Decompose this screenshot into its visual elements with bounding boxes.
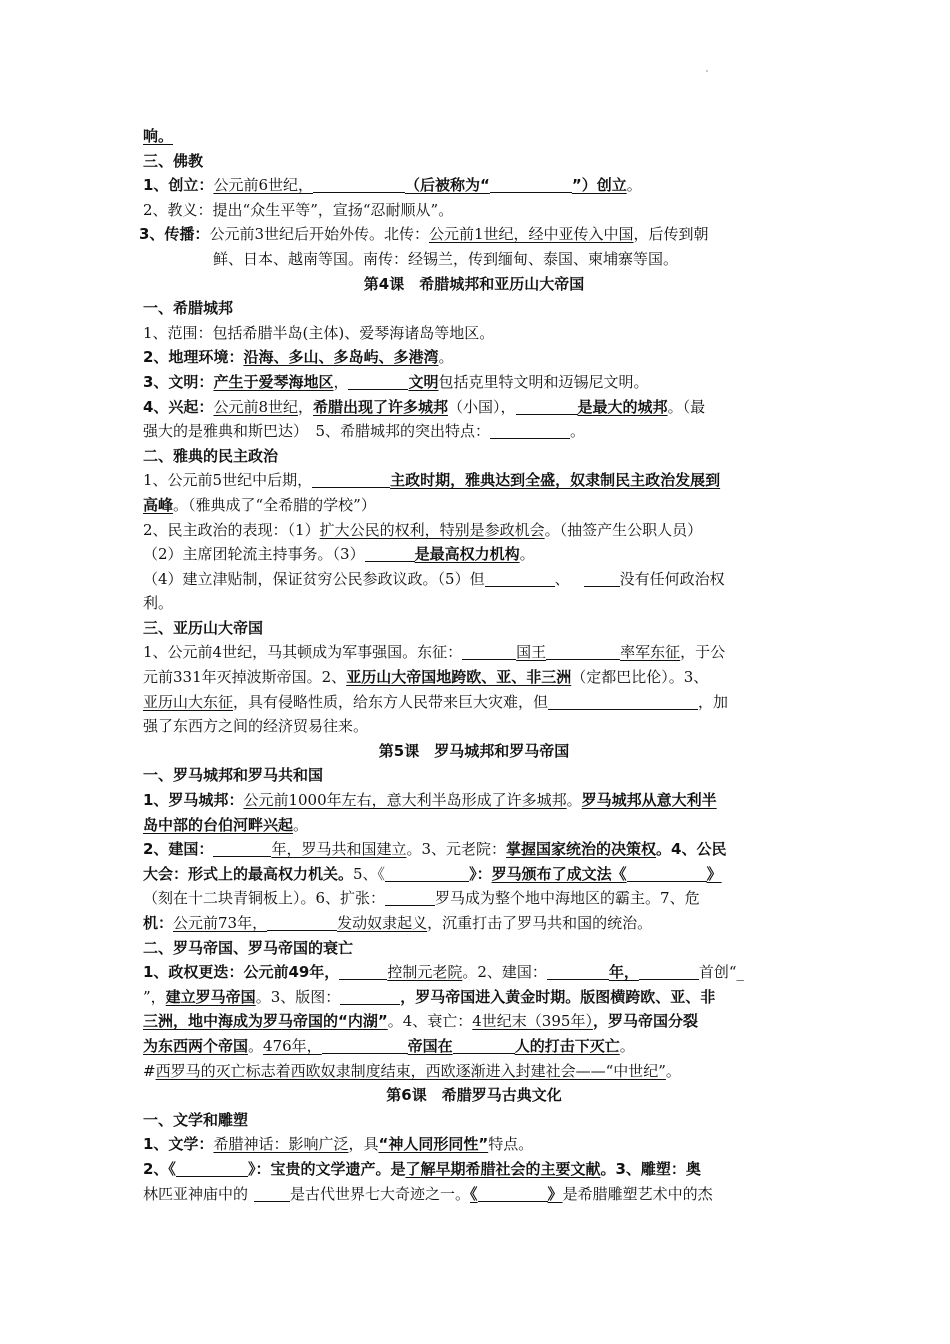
text-segment: 建立罗马帝国	[165, 987, 256, 1006]
text-segment: 。	[248, 1036, 264, 1055]
fill-in-blank	[254, 1186, 290, 1202]
text-segment: 首创“_	[698, 963, 745, 982]
text-segment: 2、《	[143, 1159, 176, 1178]
text-segment: 是古代世界七大奇迹之一。	[290, 1184, 471, 1203]
text-segment: 亚历山大东征	[143, 692, 234, 711]
text-line	[143, 714, 805, 739]
section-heading: 一、文学和雕塑	[143, 1110, 249, 1129]
fill-in-blank	[478, 1186, 548, 1202]
section-heading: 三、佛教	[143, 151, 204, 170]
text-segment: 》	[547, 1184, 563, 1203]
text-segment: 1、文学：	[143, 1135, 214, 1154]
text-segment: 。3、版图：	[255, 987, 341, 1006]
text-line	[143, 468, 805, 493]
text-segment: 掌握国家统治的决策权	[506, 840, 657, 859]
text-segment: 希腊出现了许多城邦	[313, 397, 449, 416]
text-line	[143, 370, 805, 395]
text-line	[143, 198, 805, 223]
fill-in-blank	[312, 472, 390, 488]
text-segment: 罗马城邦从意大利半	[581, 791, 717, 810]
text-segment: 1、罗马城邦：	[143, 791, 244, 810]
fill-in-blank	[584, 571, 620, 587]
text-segment: 4、兴起：	[143, 397, 214, 416]
text-segment: 。（雅典成了“全希腊的学校”）	[173, 495, 376, 514]
fill-in-blank	[490, 423, 570, 439]
text-line	[143, 690, 805, 715]
fill-in-blank	[213, 841, 271, 857]
text-segment: 利。	[143, 594, 174, 613]
text-segment: 亚历山大帝国地跨欧、亚、非三洲	[346, 668, 572, 687]
text-segment: 机：	[143, 914, 174, 932]
text-segment: 了解早期希腊社会的主要文献	[405, 1159, 601, 1178]
text-line	[143, 518, 805, 543]
text-segment: 。	[665, 1061, 681, 1080]
text-segment: 高峰	[143, 495, 174, 514]
lesson-title: 第4课 希腊城邦和亚历山大帝国	[363, 274, 585, 293]
fill-in-blank	[547, 964, 609, 980]
text-segment: 三洲，地中海成为罗马帝国的“内湖”	[143, 1012, 388, 1031]
text-line	[143, 173, 805, 198]
text-segment: 。	[293, 815, 309, 834]
text-segment: 2、地理环境：	[143, 348, 244, 367]
text-segment: 。	[438, 348, 454, 367]
text-segment: 国王	[516, 643, 547, 662]
text-segment: ，罗马帝国分裂	[592, 1012, 698, 1031]
text-segment: ，罗马帝国进入黄金时期。版图横跨欧、亚、非	[400, 987, 716, 1006]
text-segment: ”，	[143, 987, 166, 1006]
text-segment: #	[143, 1061, 156, 1080]
text-segment: （刻在十二块青铜板上）。6、扩张：	[143, 889, 386, 908]
text-segment: 元前331年灭掉波斯帝国。2、	[143, 668, 347, 687]
fill-in-blank	[339, 964, 387, 980]
text-segment: 年，	[608, 963, 639, 982]
text-segment: 产生于爱琴海地区	[213, 372, 334, 391]
fill-in-blank	[516, 399, 578, 415]
fill-in-blank	[365, 546, 415, 562]
text-line	[143, 345, 805, 370]
text-segment: （定都巴比伦）。3、	[571, 668, 709, 687]
text-segment: 1、政权更迭：公元前49年，	[143, 963, 340, 982]
text-line	[143, 493, 805, 518]
document-body	[139, 124, 805, 1206]
text-segment: 公元前73年，	[173, 914, 268, 932]
fill-in-blank	[340, 989, 400, 1005]
text-segment: 文明	[408, 372, 439, 391]
text-segment: 2、教义：提出“众生平等”，宣扬“忍耐顺从”。	[143, 200, 454, 219]
section-heading: 三、亚历山大帝国	[143, 618, 264, 637]
text-segment: 1、公元前5世纪中后期，	[143, 471, 313, 490]
text-segment: 》：宝贵的文学遗产。是	[247, 1159, 406, 1178]
text-segment: 。	[570, 422, 586, 441]
lesson-title: 第5课 罗马城邦和罗马帝国	[378, 741, 570, 760]
fill-in-blank	[267, 915, 337, 931]
text-line	[143, 640, 805, 665]
text-segment: ，	[333, 372, 349, 391]
text-segment: 强大的是雅典和斯巴达） 5、希腊城邦的突出特点：	[143, 422, 491, 441]
text-segment: 1、范围：包括希腊半岛(主体)、爱琴海诸岛等地区。	[143, 323, 495, 342]
text-segment: ，	[297, 397, 313, 416]
text-segment: 鲜、日本、越南等国。南传：经锡兰，传到缅甸、泰国、柬埔寨等国。	[213, 249, 679, 268]
text-segment: 为东西两个帝国	[143, 1036, 249, 1055]
text-segment: ，沉重打击了罗马共和国的统治。	[427, 914, 653, 932]
fill-in-blank	[385, 890, 435, 906]
fill-in-blank	[176, 1161, 248, 1177]
text-line	[143, 1182, 805, 1207]
text-segment: 。3、元老院：	[406, 840, 506, 859]
text-segment: 2、建国：	[143, 840, 214, 859]
text-line	[143, 837, 805, 862]
section-heading: 二、罗马帝国、罗马帝国的衰亡	[143, 938, 354, 957]
text-line	[143, 960, 805, 985]
text-segment: 。	[619, 1036, 635, 1055]
text-segment: 3、文明：	[143, 372, 214, 391]
text-segment: （小国）	[448, 397, 501, 416]
text-segment: 3、传播：	[139, 225, 210, 244]
text-line	[143, 542, 805, 567]
text-segment: ，具有侵略性质，给东方人民带来巨大灾难，但	[233, 692, 549, 711]
text-segment: ”）创立	[571, 176, 627, 195]
text-segment: 岛中部的台伯河畔兴起	[143, 815, 294, 834]
section-heading: 一、罗马城邦和罗马共和国	[143, 766, 324, 785]
text-segment: 。	[626, 176, 642, 195]
text-segment: 公元前3世纪后开始外传。北传：	[209, 225, 429, 244]
text-segment: 《	[470, 1184, 478, 1203]
text-segment: 年，罗马共和国建立	[271, 840, 407, 859]
lesson-title: 第6课 希腊罗马古典文化	[386, 1086, 562, 1105]
text-segment: 。4、衰亡：	[387, 1012, 473, 1031]
text-segment: 、	[554, 569, 570, 588]
text-line	[143, 886, 805, 911]
text-segment: 476年，	[263, 1036, 322, 1055]
fill-in-blank	[485, 571, 555, 587]
text-line	[143, 1009, 805, 1034]
text-segment: 公元前8世纪	[213, 397, 298, 416]
text-segment: 人的打击下灭亡	[514, 1036, 620, 1055]
text-line	[139, 222, 805, 247]
text-segment: 发动奴隶起义	[337, 914, 428, 932]
fill-in-blank	[322, 1038, 408, 1054]
text-segment: 公元前6世纪，	[213, 176, 313, 195]
text-segment: 是最大的城邦	[577, 397, 668, 416]
text-line	[143, 124, 805, 149]
text-segment: 大会：形式上的最高权力机关。	[143, 864, 354, 883]
fill-in-blank	[462, 644, 516, 660]
text-segment: 1、创立：	[143, 176, 214, 195]
text-segment: 5、《	[353, 864, 386, 883]
text-segment: 林匹亚神庙中的	[143, 1184, 249, 1203]
text-segment: 。4、公民	[656, 840, 727, 859]
fill-in-blank	[348, 374, 408, 390]
text-line	[143, 862, 805, 887]
fill-in-blank	[546, 644, 620, 660]
text-segment: 。	[519, 545, 535, 564]
text-segment: 控制元老院	[387, 963, 463, 982]
text-segment: 西罗马的灭亡标志着西欧奴隶制度结束，西欧逐渐进入封建社会——“中世纪”	[155, 1061, 666, 1080]
text-segment: （4）建立津贴制，保证贫穷公民参政议政。（5）但	[143, 569, 485, 588]
text-segment: 罗马成为整个地中海地区的霸主。7、危	[435, 889, 700, 908]
text-segment: （后被称为“	[404, 176, 490, 195]
text-line	[143, 1132, 805, 1157]
text-line	[143, 247, 805, 272]
text-segment: ，于公	[680, 643, 726, 662]
text-segment: 响。	[143, 127, 174, 145]
text-segment: 率军东征	[620, 643, 681, 662]
text-segment: 公元前1000年左右，意大利半岛形成了许多城邦	[243, 791, 567, 810]
text-segment: 扩大公民的权利，特别是参政机会	[319, 520, 545, 539]
fill-in-blank	[385, 866, 469, 882]
text-line	[143, 591, 805, 616]
text-line	[143, 665, 805, 690]
text-segment: 罗马颁布了成文法《	[491, 864, 627, 883]
text-segment: ，后传到朝	[633, 225, 709, 244]
text-segment: 》：	[469, 864, 492, 883]
text-segment: 4世纪末（395年）	[472, 1012, 593, 1031]
text-segment: ，具	[348, 1135, 379, 1154]
text-segment: 是希腊雕塑艺术中的杰	[562, 1184, 713, 1203]
text-segment: 公元前1世纪，经中亚传入中国	[428, 225, 634, 244]
text-segment: 。（最	[667, 397, 706, 416]
text-segment: 。	[566, 791, 582, 810]
text-segment: 。（抽签产生公职人员）	[544, 520, 703, 539]
text-segment: 2、民主政治的表现：（1）	[143, 520, 320, 539]
text-line	[143, 1059, 805, 1084]
section-heading: 二、雅典的民主政治	[143, 446, 279, 465]
text-line	[143, 1157, 805, 1182]
text-segment: ，	[500, 397, 516, 416]
text-segment: （2）主席团轮流主持事务。（3）	[143, 545, 365, 564]
text-segment: 是最高权力机构	[414, 545, 520, 564]
text-line	[143, 1034, 805, 1059]
fill-in-blank	[490, 177, 572, 193]
text-segment: 包括克里特文明和迈锡尼文明。	[438, 372, 649, 391]
text-segment: 帝国在	[407, 1036, 453, 1055]
text-segment: ，加	[698, 692, 729, 711]
text-segment: 》	[706, 864, 722, 883]
text-line	[143, 985, 805, 1010]
fill-in-blank	[548, 694, 698, 710]
text-segment: 没有任何政治权	[619, 569, 725, 588]
text-segment: 特点。	[488, 1135, 534, 1154]
text-line	[143, 321, 805, 346]
text-line	[143, 788, 805, 813]
text-segment: 希腊神话：影响广泛	[213, 1135, 349, 1154]
text-segment: 1、公元前4世纪，马其顿成为军事强国。东征：	[143, 643, 463, 662]
fill-in-blank	[313, 177, 405, 193]
scan-dot	[706, 70, 708, 72]
fill-in-blank	[639, 964, 699, 980]
text-segment: 。2、建国：	[462, 963, 547, 982]
fill-in-blank	[627, 866, 707, 882]
text-line	[143, 911, 805, 936]
text-segment: 主政时期，雅典达到全盛，奴隶制民主政治发展到	[390, 471, 721, 490]
text-segment: 。3、雕塑：奥	[600, 1159, 701, 1178]
text-line	[143, 567, 805, 592]
text-segment: 沿海、多山、多岛屿、多港湾	[243, 348, 439, 367]
text-segment: 强了东西方之间的经济贸易往来。	[143, 717, 369, 736]
text-line	[143, 813, 805, 838]
text-line	[143, 419, 805, 444]
text-segment: “神人同形同性”	[378, 1135, 489, 1154]
fill-in-blank	[453, 1038, 515, 1054]
section-heading: 一、希腊城邦	[143, 299, 234, 318]
text-line	[143, 395, 805, 420]
